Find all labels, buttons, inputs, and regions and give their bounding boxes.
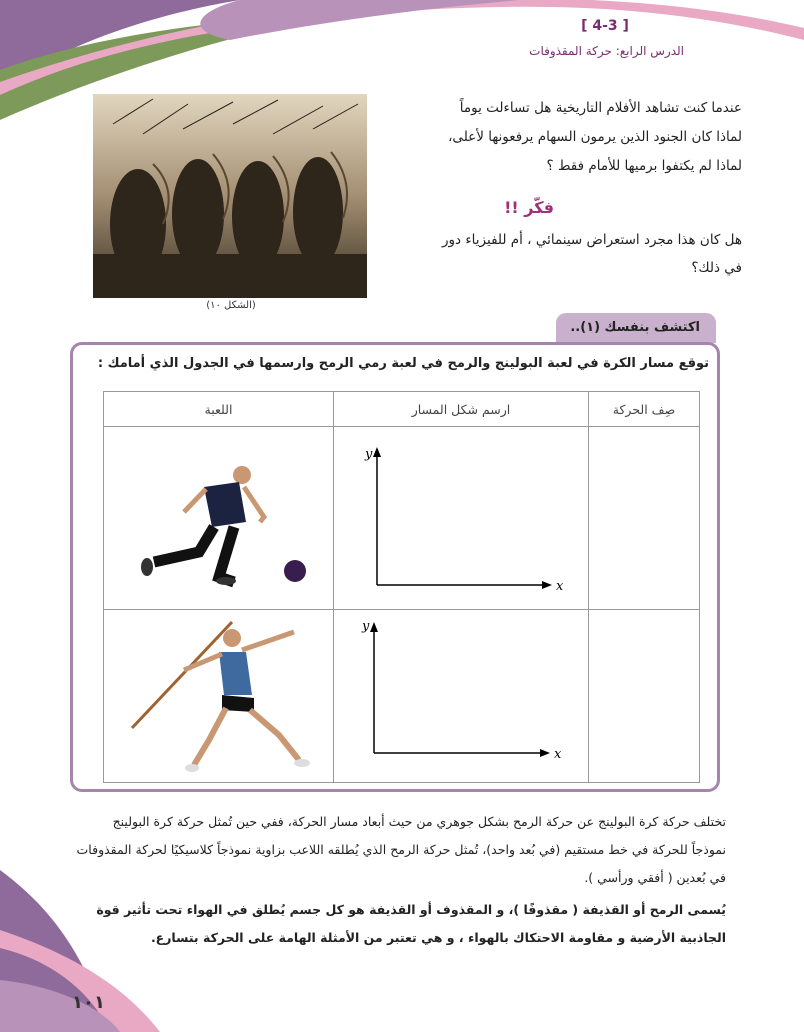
bowling-description-cell[interactable] (589, 427, 700, 610)
javelin-cell (104, 610, 334, 783)
lesson-code: [ 4-3 ] (581, 18, 629, 34)
header-game: اللعبة (104, 392, 334, 427)
lesson-title: الدرس الرابع: حركة المقذوفات (529, 44, 684, 58)
javelin-path-cell[interactable] (334, 610, 589, 783)
body-paragraph-2: يُسمى الرمح أو القذيفة ( مقذوفًا )، و المقذوف أو القذيفة هو كل جسم يُطلق في الهواء تحت تأثير قوة الجاذبية الأرضية و مقاومة الاحتكاك بالهواء ، و هي تعتبر من الأمثلة الهامة على الحركة بتسارع. (96, 902, 726, 945)
bowling-axes (334, 427, 588, 605)
activity-tab: اكتشف بنفسك (١).. (556, 313, 716, 343)
header-draw-path: ارسم شكل المسار (334, 392, 589, 427)
javelin-axes (334, 610, 588, 778)
header-description: صِف الحركة (589, 392, 700, 427)
body-paragraph-1: تختلف حركة كرة البولينج عن حركة الرمح بشكل جوهري من حيث أبعاد مسار الحركة، ففي حين تُمثل حركة كرة البولينج نموذجاً للحركة في خط مستقيم (في بُعد واحد)، تُمثل حركة الرمح الذي يُطلقه اللاعب بزاوية نموذجاً كلاسيكيًا لحركة المقذوفات في بُعدين ( أفقي ورأسي ). (76, 814, 726, 885)
javelin-player-illustration (104, 610, 333, 778)
x-axis-label: x (554, 747, 562, 762)
x-axis-label: x (556, 579, 564, 594)
intro-paragraph: عندما كنت تشاهد الأفلام التاريخية هل تساءلت يوماً لماذا كان الجنود الذين يرمون السهام يرفعونها لأعلى، لماذا لم يكتفوا برميها للأمام فقط ؟ (448, 100, 742, 174)
bowling-cell (104, 427, 334, 610)
y-axis-label: y (365, 447, 373, 462)
bowling-player-illustration (104, 427, 333, 605)
think-paragraph: هل كان هذا مجرد استعراض سينمائي ، أم للفيزياء دور في ذلك؟ (441, 232, 742, 276)
figure-caption: (الشكل ١٠) (206, 300, 256, 311)
archers-photo (93, 94, 367, 298)
javelin-description-cell[interactable] (589, 610, 700, 783)
activity-instruction: توقع مسار الكرة في لعبة البولينج والرمح في لعبة رمي الرمح وارسمها في الجدول الذي أمامك : (97, 356, 709, 371)
activity-table (103, 391, 700, 783)
page-number: ١٠١ (72, 992, 105, 1013)
table-row-bowling (104, 427, 700, 610)
bowling-path-cell[interactable] (334, 427, 589, 610)
think-title: فكّر !! (504, 198, 554, 217)
table-row-javelin (104, 610, 700, 783)
y-axis-label: y (362, 619, 370, 634)
footer-corner-decoration (0, 870, 220, 1032)
table-header-row (104, 392, 700, 427)
